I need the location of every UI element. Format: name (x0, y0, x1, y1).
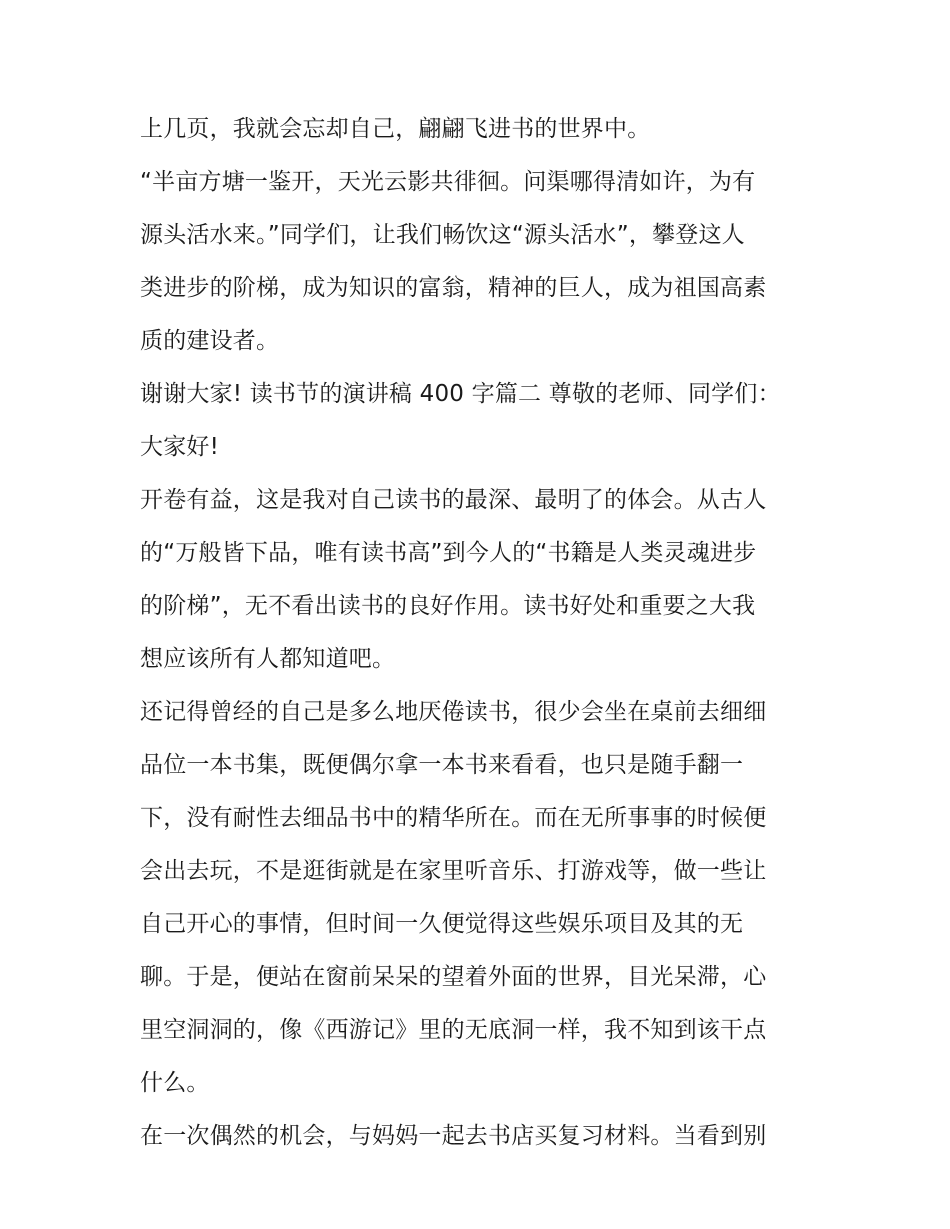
text-line: 聊。于是，便站在窗前呆呆的望着外面的世界，目光呆滞，心 (140, 964, 767, 990)
text-line: 在一次偶然的机会，与妈妈一起去书店买复习材料。当看到别 (140, 1123, 767, 1149)
text-line: 上几页，我就会忘却自己，翩翩飞进书的世界中。 (140, 116, 651, 142)
text-line: 什么。 (140, 1070, 210, 1096)
text-line: 下，没有耐性去细品书中的精华所在。而在无所事事的时候便 (140, 805, 767, 831)
text-line: 还记得曾经的自己是多么地厌倦读书，很少会坐在桌前去细细 (140, 699, 767, 725)
text-line: 类进步的阶梯，成为知识的富翁，精神的巨人，成为祖国高素 (140, 275, 767, 301)
text-line: 源头活水来。”同学们，让我们畅饮这“源头活水”，攀登这人 (140, 222, 745, 248)
text-line: 的阶梯”，无不看出读书的良好作用。读书好处和重要之大我 (140, 593, 756, 619)
document-body (140, 103, 820, 1163)
text-line: 谢谢大家! 读书节的演讲稿 400 字篇二 尊敬的老师、同学们： (140, 381, 781, 407)
text-line: 大家好! (140, 434, 220, 460)
text-line: 品位一本书集，既便偶尔拿一本书来看看，也只是随手翻一 (140, 752, 744, 778)
text-line: 自己开心的事情，但时间一久便觉得这些娱乐项目及其的无 (140, 911, 744, 937)
text-line: “半亩方塘一鉴开，天光云影共徘徊。问渠哪得清如许，为有 (140, 169, 756, 195)
text-line: 里空洞洞的，像《西游记》里的无底洞一样，我不知到该干点 (140, 1017, 767, 1043)
text-line: 开卷有益，这是我对自己读书的最深、最明了的体会。从古人 (140, 487, 767, 513)
text-line: 的“万般皆下品，唯有读书高”到今人的“书籍是人类灵魂进步 (140, 540, 757, 566)
text-line: 会出去玩，不是逛街就是在家里听音乐、打游戏等，做一些让 (140, 858, 767, 884)
text-line: 想应该所有人都知道吧。 (140, 646, 396, 672)
text-line: 质的建设者。 (140, 328, 280, 354)
